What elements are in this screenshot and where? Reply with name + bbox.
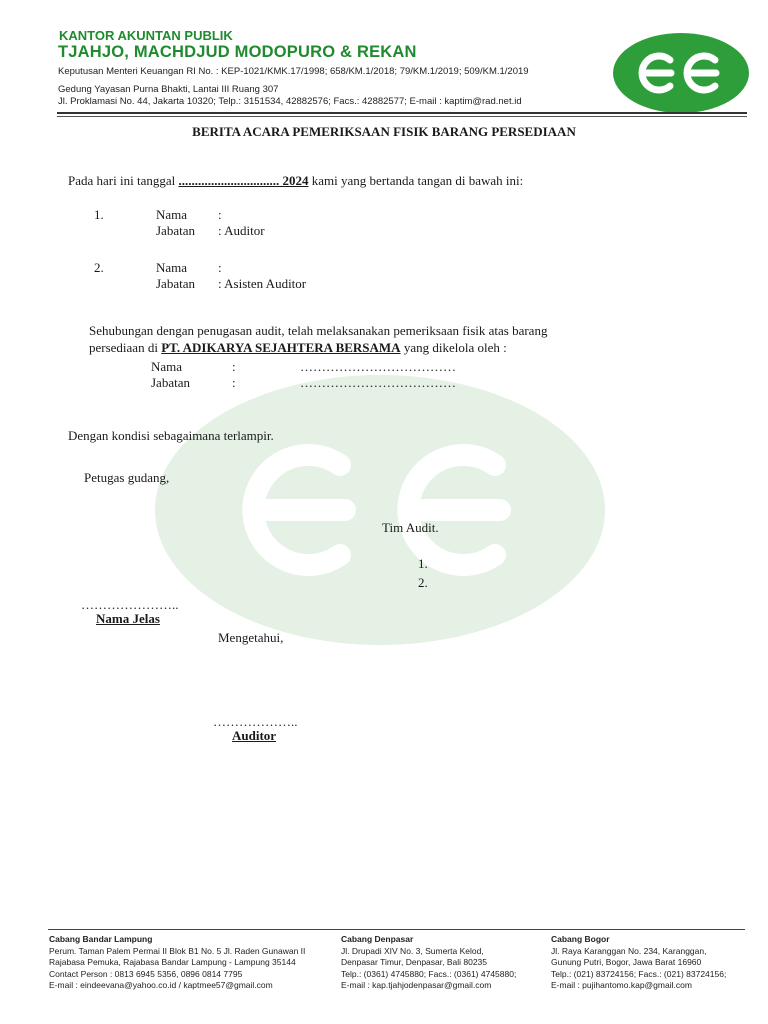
manager-nama-dots: ……………………………… [300, 359, 456, 374]
manager-nama-label: Nama [151, 359, 183, 374]
branch-line: Telp.: (021) 83724156; Facs.: (021) 83724156; [551, 968, 727, 979]
manager-jabatan-label: Jabatan [151, 375, 190, 390]
tim-audit-2: 2. [418, 575, 428, 590]
building-line: Gedung Yayasan Purna Bhakti, Lantai III Ruang 307 [58, 84, 279, 95]
intro-line [68, 173, 523, 189]
condition-text: Dengan kondisi sebagaimana terlampir. [68, 428, 274, 443]
branch-title: Cabang Denpasar [341, 934, 414, 944]
paragraph-post: yang dikelola oleh : [403, 340, 507, 355]
signer-1-jabatan-value: : Auditor [218, 223, 265, 238]
signer-1-nama-label: Nama [156, 207, 188, 222]
footer-branch-bogor [551, 934, 761, 992]
signer-2-number: 2. [94, 260, 104, 275]
branch-line: E-mail : pujihantomo.kap@gmail.com [551, 980, 692, 990]
branch-line: Telp.: (0361) 4745880; Facs.: (0361) 4745880; [341, 968, 517, 979]
signature-dots-auditor: ……………….. [213, 714, 298, 729]
manager-jabatan-dots: ……………………………… [300, 375, 456, 390]
manager-nama-sep: : [232, 359, 236, 374]
firm-type: KANTOR AKUNTAN PUBLIK [59, 28, 233, 43]
branch-line: E-mail : kap.tjahjodenpasar@gmail.com [341, 980, 492, 990]
intro-post: kami yang bertanda tangan di bawah ini: [311, 173, 524, 188]
header-divider-thin [57, 116, 747, 117]
firm-name: TJAHJO, MACHDJUD MODOPURO & REKAN [58, 43, 417, 61]
document-title: BERITA ACARA PEMERIKSAAN FISIK BARANG PERSEDIAAN [192, 124, 576, 139]
intro-date: ............................... 2024 [178, 173, 309, 188]
mengetahui-label: Mengetahui, [218, 630, 284, 645]
nama-jelas: Nama Jelas [96, 611, 160, 626]
branch-title: Cabang Bandar Lampung [49, 934, 153, 944]
firm-logo [612, 32, 750, 114]
paragraph-pre: persediaan di [89, 340, 158, 355]
branch-line: Jl. Raya Karanggan No. 234, Karanggan, [551, 945, 707, 956]
signer-1-nama-sep: : [218, 207, 222, 222]
petugas-gudang: Petugas gudang, [84, 470, 170, 485]
branch-line: Jl. Drupadi XIV No. 3, Sumerta Kelod, [341, 945, 484, 956]
signer-1-jabatan-label: Jabatan [156, 223, 195, 238]
signer-2-jabatan-value: : Asisten Auditor [218, 276, 307, 291]
signer-2-nama-sep: : [218, 260, 222, 275]
tim-audit-1: 1. [418, 556, 428, 571]
company-name: PT. ADIKARYA SEJAHTERA BERSAMA [161, 340, 401, 355]
paragraph-line-2 [89, 340, 507, 356]
signer-2-nama-label: Nama [156, 260, 188, 275]
signer-1-number: 1. [94, 207, 104, 222]
branch-line: Perum. Taman Palem Permai II Blok B1 No. 5 Jl. Raden Gunawan II [49, 945, 306, 956]
footer-divider [48, 929, 745, 930]
license-line: Keputusan Menteri Keuangan RI No. : KEP-1021/KMK.17/1998; 658/KM.1/2018; 79/KM.1/2019; 509/KM.1/2019 [58, 66, 529, 77]
intro-pre: Pada hari ini tanggal [68, 173, 176, 188]
paragraph-line-1: Sehubungan dengan penugasan audit, telah melaksanakan pemeriksaan fisik atas barang [89, 323, 548, 338]
watermark-logo [150, 370, 610, 650]
branch-line: Contact Person : 0813 6945 5356, 0896 0814 7795 [49, 968, 243, 979]
branch-line: Denpasar Timur, Denpasar, Bali 80235 [341, 957, 488, 967]
auditor-label: Auditor [232, 728, 277, 743]
header-divider-thick [57, 112, 747, 114]
signature-dots-left: ………………….. [81, 597, 179, 612]
manager-jabatan-sep: : [232, 375, 236, 390]
footer-branch-denpasar [341, 934, 546, 992]
branch-line: E-mail : eindeevana@yahoo.co.id / kaptmee57@gmail.com [49, 980, 273, 990]
signer-2-jabatan-label: Jabatan [156, 276, 195, 291]
branch-line: Gunung Putri, Bogor, Jawa Barat 16960 [551, 957, 702, 967]
address-line: Jl. Proklamasi No. 44, Jakarta 10320; Telp.: 3151534, 42882576; Facs.: 42882577; E-mail : kaptim@rad.net.id [58, 96, 522, 107]
footer-branch-lampung [49, 934, 334, 992]
branch-title: Cabang Bogor [551, 934, 610, 944]
tim-audit-label: Tim Audit. [382, 520, 439, 535]
branch-line: Rajabasa Pemuka, Rajabasa Bandar Lampung - Lampung 35144 [49, 957, 296, 967]
